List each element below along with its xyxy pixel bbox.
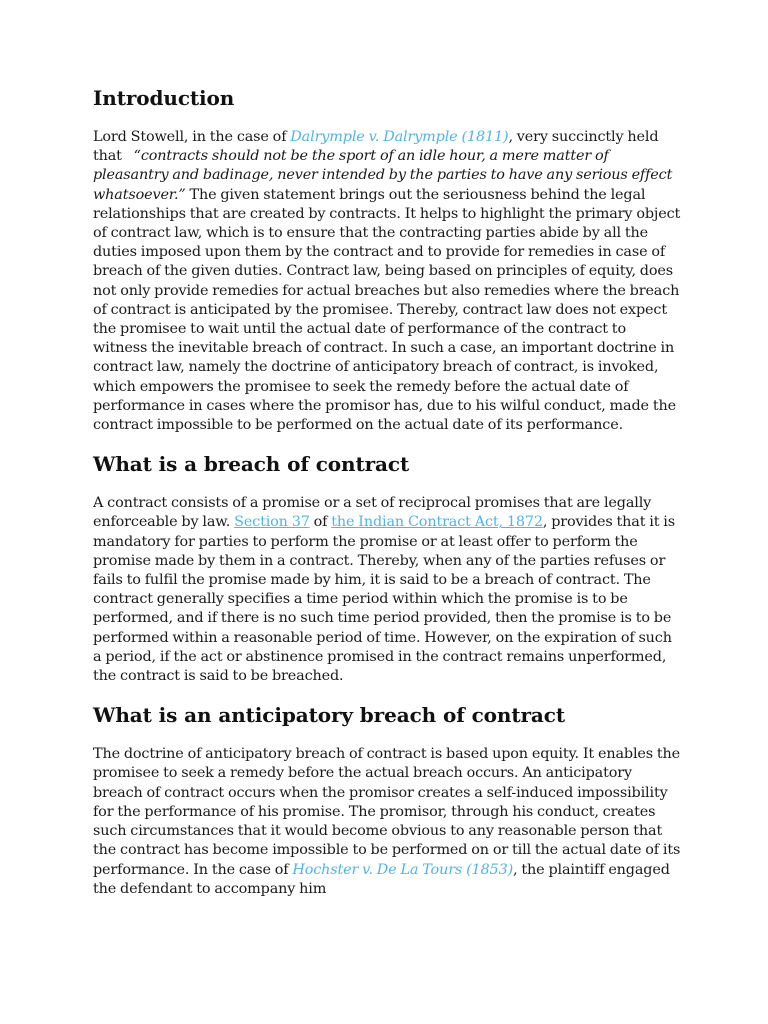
section-37-link[interactable]: Section 37	[234, 514, 310, 531]
case-link-text: Dalrymple v. Dalrymple (1811)	[290, 129, 509, 145]
section-heading-anticipatory-breach: What is an anticipatory breach of contract	[93, 703, 566, 728]
text-span: Lord Stowell, in the case of	[93, 129, 291, 145]
text-span: , provides that it is mandatory for parties to perform the promise or at least offer to perform the promise made by them in a contract. Thereby, when any of the parties refuses or fails to fulfil the promise made by him, it is said to be a breach of contract. The contract generally specifies a time period within which the promise is to be performed, and if there is no such time period provided, then the promise is to be performed within a reasonable period of time. However, on the expiration of such a period, if the act or abstinence promised in the contract remains unperformed, the contract is said to be breached.	[93, 514, 675, 685]
text-span: The doctrine of anticipatory breach of contract is based upon equity. It enables the promisee to seek a remedy before the actual breach occurs. An anticipatory breach of contract occurs when the promisor creates a self-induced impossibility for the performance of his promise. The promisor, through his conduct, creates such circumstances that it would become obvious to any reasonable person that the contract has become impossible to be performed on or till the actual date of its performance. In the case of	[93, 746, 681, 878]
quote-text: “contracts should not be the sport of an idle hour, a mere matter of pleasantry and badinage, never intended by the parties to have any serious effect whatsoever.”	[93, 148, 673, 203]
section-heading-introduction: Introduction	[93, 86, 235, 110]
contract-act-link[interactable]: the Indian Contract Act, 1872	[331, 514, 543, 531]
case-link-text: Hochster v. De La Tours (1853)	[292, 861, 514, 878]
text-span: , the plaintiff engaged the defendant to accompany him	[93, 861, 670, 897]
section-heading-breach: What is a breach of contract	[93, 452, 410, 477]
paragraph-introduction	[93, 128, 681, 435]
text-span: of	[309, 514, 332, 531]
paragraph-anticipatory-breach	[93, 745, 681, 899]
case-link-dalrymple[interactable]	[290, 129, 508, 145]
document-page	[93, 84, 681, 899]
text-span: , very succinctly held that	[93, 129, 659, 165]
text-span: A contract consists of a promise or a set of reciprocal promises that are legally enforceable by law.	[93, 495, 652, 531]
paragraph-breach	[93, 494, 681, 686]
case-link-hochster[interactable]	[292, 862, 513, 878]
text-span: The given statement brings out the seriousness behind the legal relationships that are created by contracts. It helps to highlight the primary object of contract law, which is to ensure that the contracting parties abide by all the duties imposed upon them by the contract and to provide for remedies in case of breach of the given duties. Contract law, being based on principles of equity, does not only provide remedies for actual breaches but also remedies where the breach of contract is anticipated by the promisee. Thereby, contract law does not expect the promisee to wait until the actual date of performance of the contract to witness the inevitable breach of contract. In such a case, an important doctrine in contract law, namely the doctrine of anticipatory breach of contract, is invoked, which empowers the promisee to seek the remedy before the actual date of performance in cases where the promisor has, due to his wilful conduct, made the contract impossible to be performed on the actual date of its performance.	[93, 186, 681, 434]
